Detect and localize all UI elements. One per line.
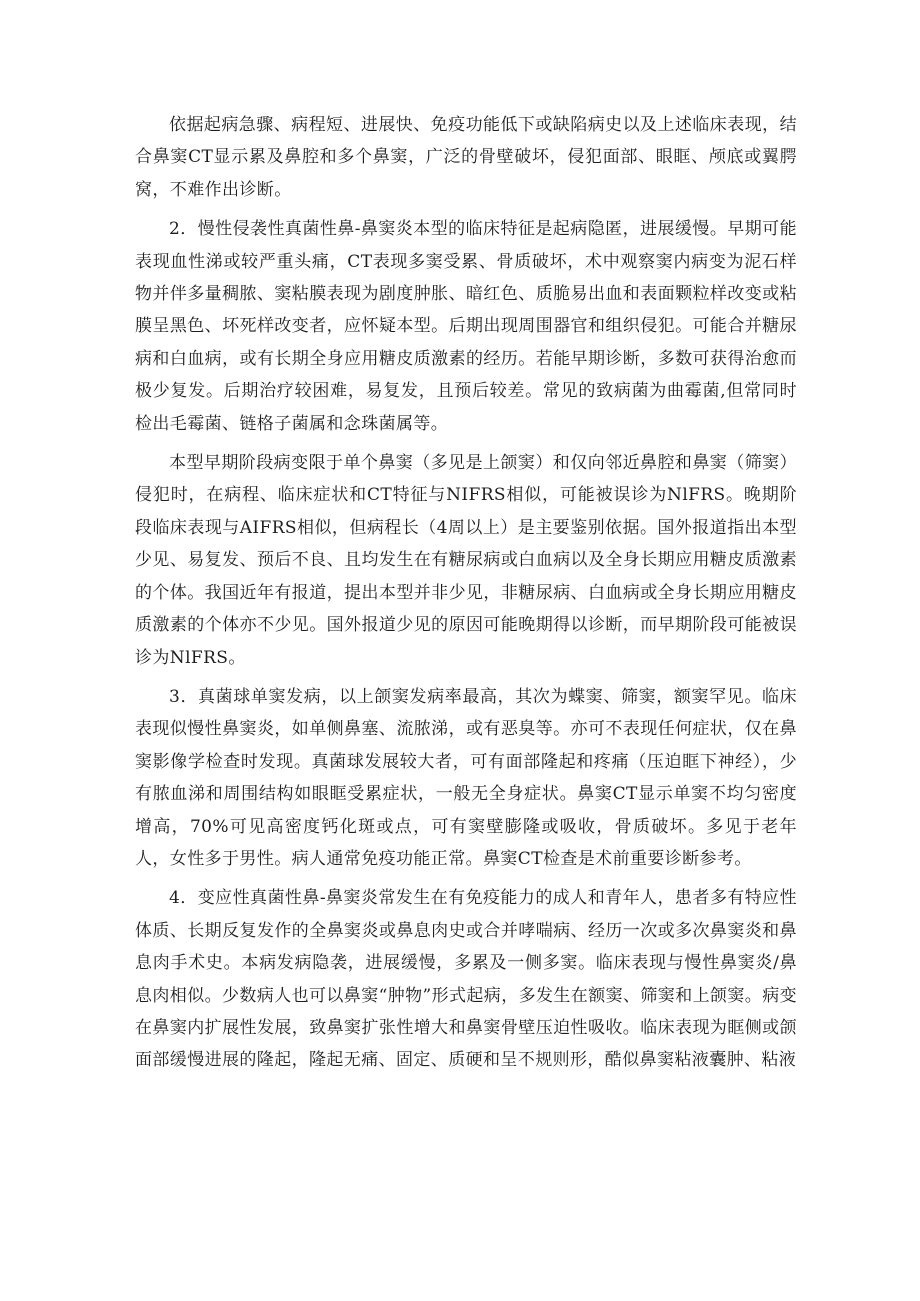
paragraph-allergic-fungal: 4．变应性真菌性鼻-鼻窦炎常发生在有免疫能力的成人和青年人，患者多有特应性体质、长期反复发作的全鼻窦炎或鼻息肉史或合并哮喘病、经历一次或多次鼻窦炎和鼻息肉手术史。本病发病隐袭，进展缓慢，多累及一侧多窦。临床表现与慢性鼻窦炎/鼻息肉相似。少数病人也可以鼻窦“肿物”形式起病，多发生在额窦、筛窦和上颌窦。病变在鼻窦内扩展性发展，致鼻窦扩张性增大和鼻窦骨壁压迫性吸收。临床表现为眶侧或颌面部缓慢进展的隆起，隆起无痛、固定、质硬和呈不规则形，酷似鼻窦粘液囊肿、粘液	[135, 888, 797, 1071]
paragraph-diagnosis-summary: 依据起病急骤、病程短、进展快、免疫功能低下或缺陷病史以及上述临床表现，结合鼻窦CT显示累及鼻腔和多个鼻窦，广泛的骨壁破坏，侵犯面部、眼眶、颅底或翼腭窝，不难作出诊断。	[135, 115, 797, 200]
paragraph-early-stage-differential: 本型早期阶段病变限于单个鼻窦（多见是上颌窦）和仅向邻近鼻腔和鼻窦（筛窦）侵犯时，在病程、临床症状和CT特征与NIFRS相似，可能被误诊为NlFRS。晚期阶段临床表现与AIFRS相似，但病程长（4周以上）是主要鉴别依据。国外报道指出本型少见、易复发、预后不良、且均发生在有糖尿病或白血病以及全身长期应用糖皮质激素的个体。我国近年有报道，提出本型并非少见，非糖尿病、白血病或全身长期应用糖皮质激素的个体亦不少见。国外报道少见的原因可能晚期得以诊断，而早期阶段可能被误诊为NlFRS。	[135, 453, 797, 668]
paragraph-fungus-ball: 3．真菌球单窦发病，以上颌窦发病率最高，其次为蝶窦、筛窦，额窦罕见。临床表现似慢性鼻窦炎，如单侧鼻塞、流脓涕，或有恶臭等。亦可不表现任何症状，仅在鼻窦影像学检查时发现。真菌球发展较大者，可有面部隆起和疼痛（压迫眶下神经），少有脓血涕和周围结构如眼眶受累症状，一般无全身症状。鼻窦CT显示单窦不均匀密度增高，70%可见高密度钙化斑或点，可有窦壁膨隆或吸收，骨质破坏。多见于老年人，女性多于男性。病人通常免疫功能正常。鼻窦CT检查是术前重要诊断参考。	[135, 686, 797, 869]
document-body	[135, 109, 797, 1084]
paragraph-chronic-invasive: 2．慢性侵袭性真菌性鼻-鼻窦炎本型的临床特征是起病隐匿，进展缓慢。早期可能表现血性涕或较严重头痛，CT表现多窦受累、骨质破坏，术中观察窦内病变为泥石样物并伴多量稠脓、窦粘膜表现为剧度肿胀、暗红色、质脆易出血和表面颗粒样改变或粘膜呈黑色、坏死样改变者，应怀疑本型。后期出现周围器官和组织侵犯。可能合并糖尿病和白血病，或有长期全身应用糖皮质激素的经历。若能早期诊断，多数可获得治愈而极少复发。后期治疗较困难，易复发，且预后较差。常见的致病菌为曲霉菌,但常同时检出毛霉菌、链格子菌属和念珠菌属等。	[135, 219, 797, 434]
